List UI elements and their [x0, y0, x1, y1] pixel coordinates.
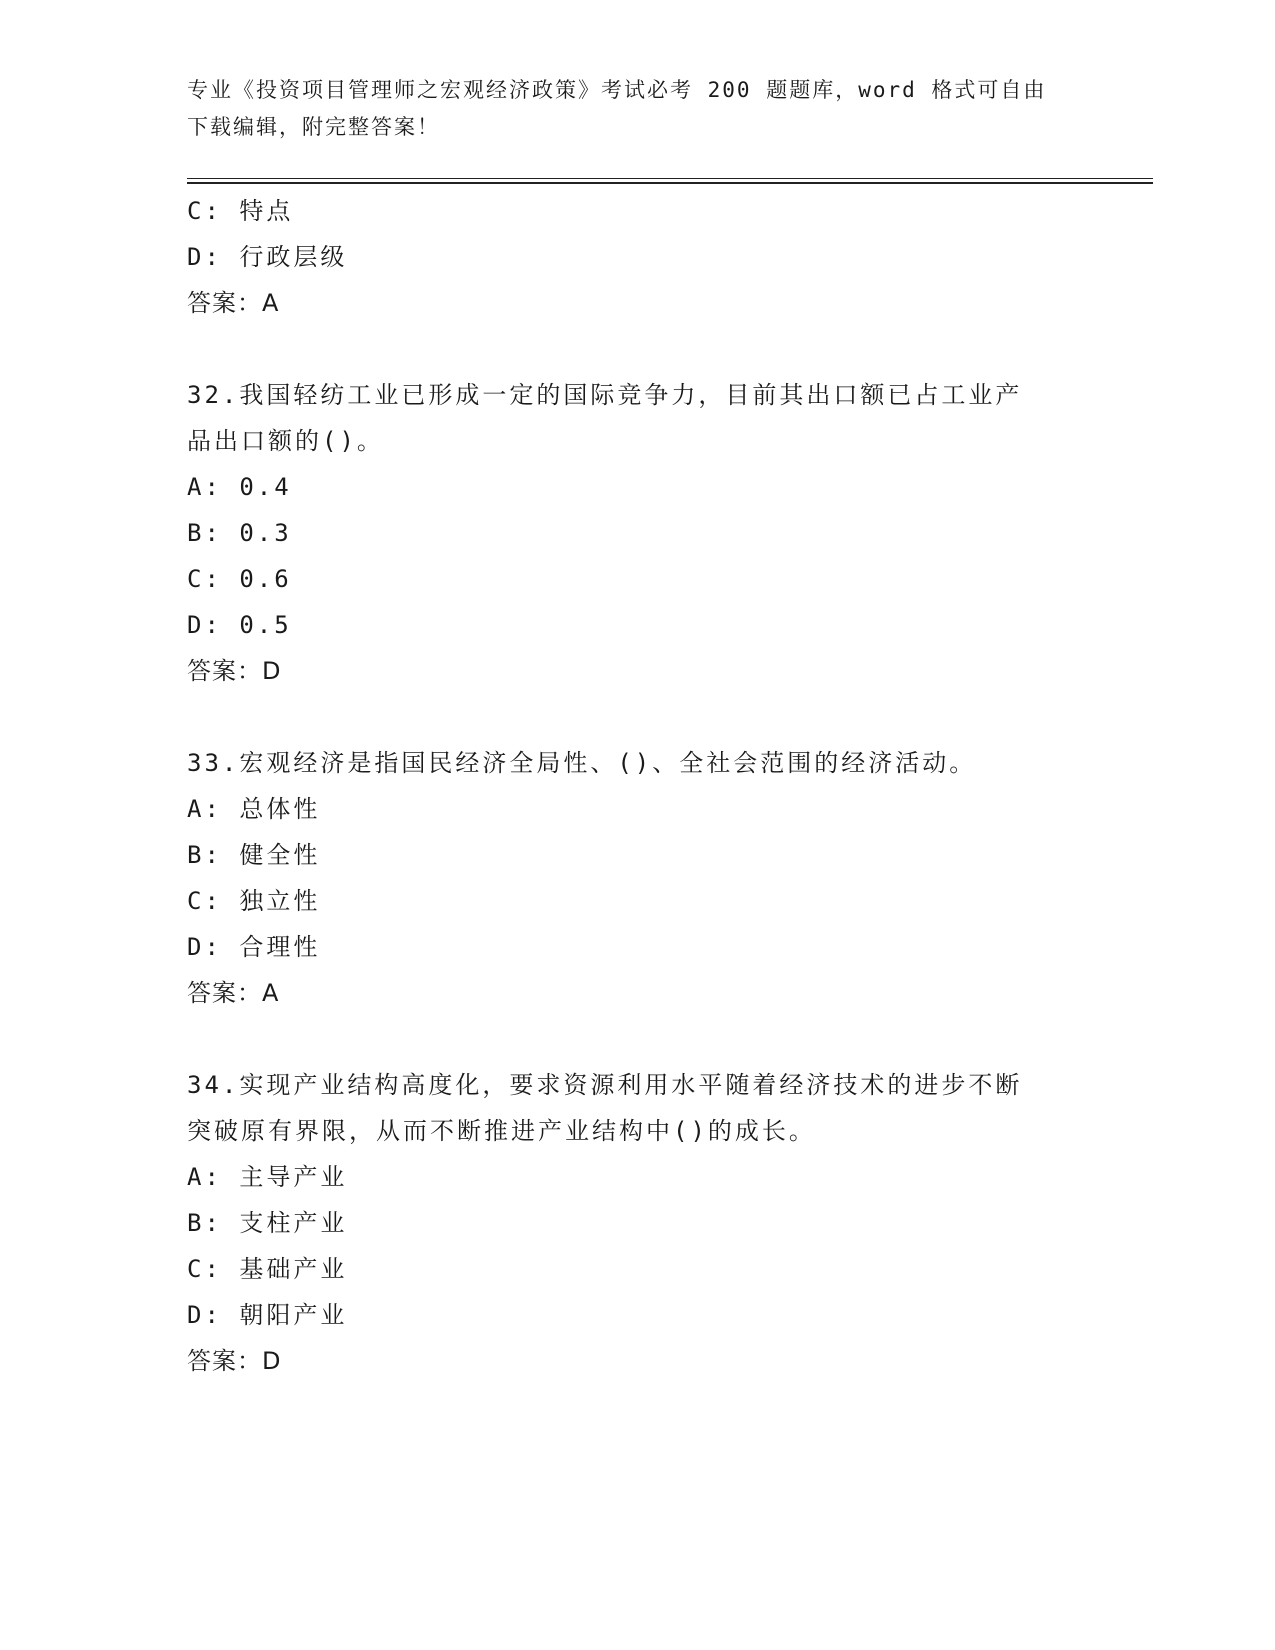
question-list [187, 188, 1087, 1384]
question-stem-line-2: 品出口额的()。 [187, 427, 384, 455]
header-rule-thick [187, 182, 1153, 184]
question-block-34 [187, 1062, 1087, 1384]
option-b: B: 健全性 [187, 841, 321, 869]
option-a: A: 0.4 [187, 473, 292, 501]
question-stem-line-1: 33.宏观经济是指国民经济全局性、()、全社会范围的经济活动。 [187, 749, 977, 777]
option-d: D: 0.5 [187, 611, 292, 639]
answer-line: 答案：D [187, 657, 282, 685]
question-block-32 [187, 372, 1087, 694]
option-c: C: 0.6 [187, 565, 292, 593]
answer-line: 答案：A [187, 289, 280, 317]
answer-line: 答案：A [187, 979, 280, 1007]
option-d: D: 合理性 [187, 933, 321, 961]
option-a: A: 主导产业 [187, 1163, 348, 1191]
answer-line: 答案：D [187, 1347, 282, 1375]
spacer [187, 1016, 1087, 1062]
document-header [187, 72, 1087, 146]
spacer [187, 694, 1087, 740]
option-c: C: 基础产业 [187, 1255, 348, 1283]
question-stem-line-1: 34.实现产业结构高度化，要求资源利用水平随着经济技术的进步不断 [187, 1071, 1023, 1099]
question-block-33 [187, 740, 1087, 1016]
question-stem-line-2: 突破原有界限，从而不断推进产业结构中()的成长。 [187, 1117, 816, 1145]
header-line-1: 专业《投资项目管理师之宏观经济政策》考试必考 200 题题库，word 格式可自由 [187, 78, 1047, 102]
option-c: C: 独立性 [187, 887, 321, 915]
question-stem-line-1: 32.我国轻纺工业已形成一定的国际竞争力，目前其出口额已占工业产 [187, 381, 1023, 409]
option-b: B: 支柱产业 [187, 1209, 348, 1237]
option-d: D: 朝阳产业 [187, 1301, 348, 1329]
prev-question-block [187, 188, 1087, 326]
header-line-2: 下载编辑，附完整答案！ [187, 115, 440, 139]
spacer [187, 326, 1087, 372]
header-rule-thin [187, 178, 1153, 179]
option-d: D: 行政层级 [187, 243, 348, 271]
option-b: B: 0.3 [187, 519, 292, 547]
option-c: C: 特点 [187, 197, 294, 225]
option-a: A: 总体性 [187, 795, 321, 823]
